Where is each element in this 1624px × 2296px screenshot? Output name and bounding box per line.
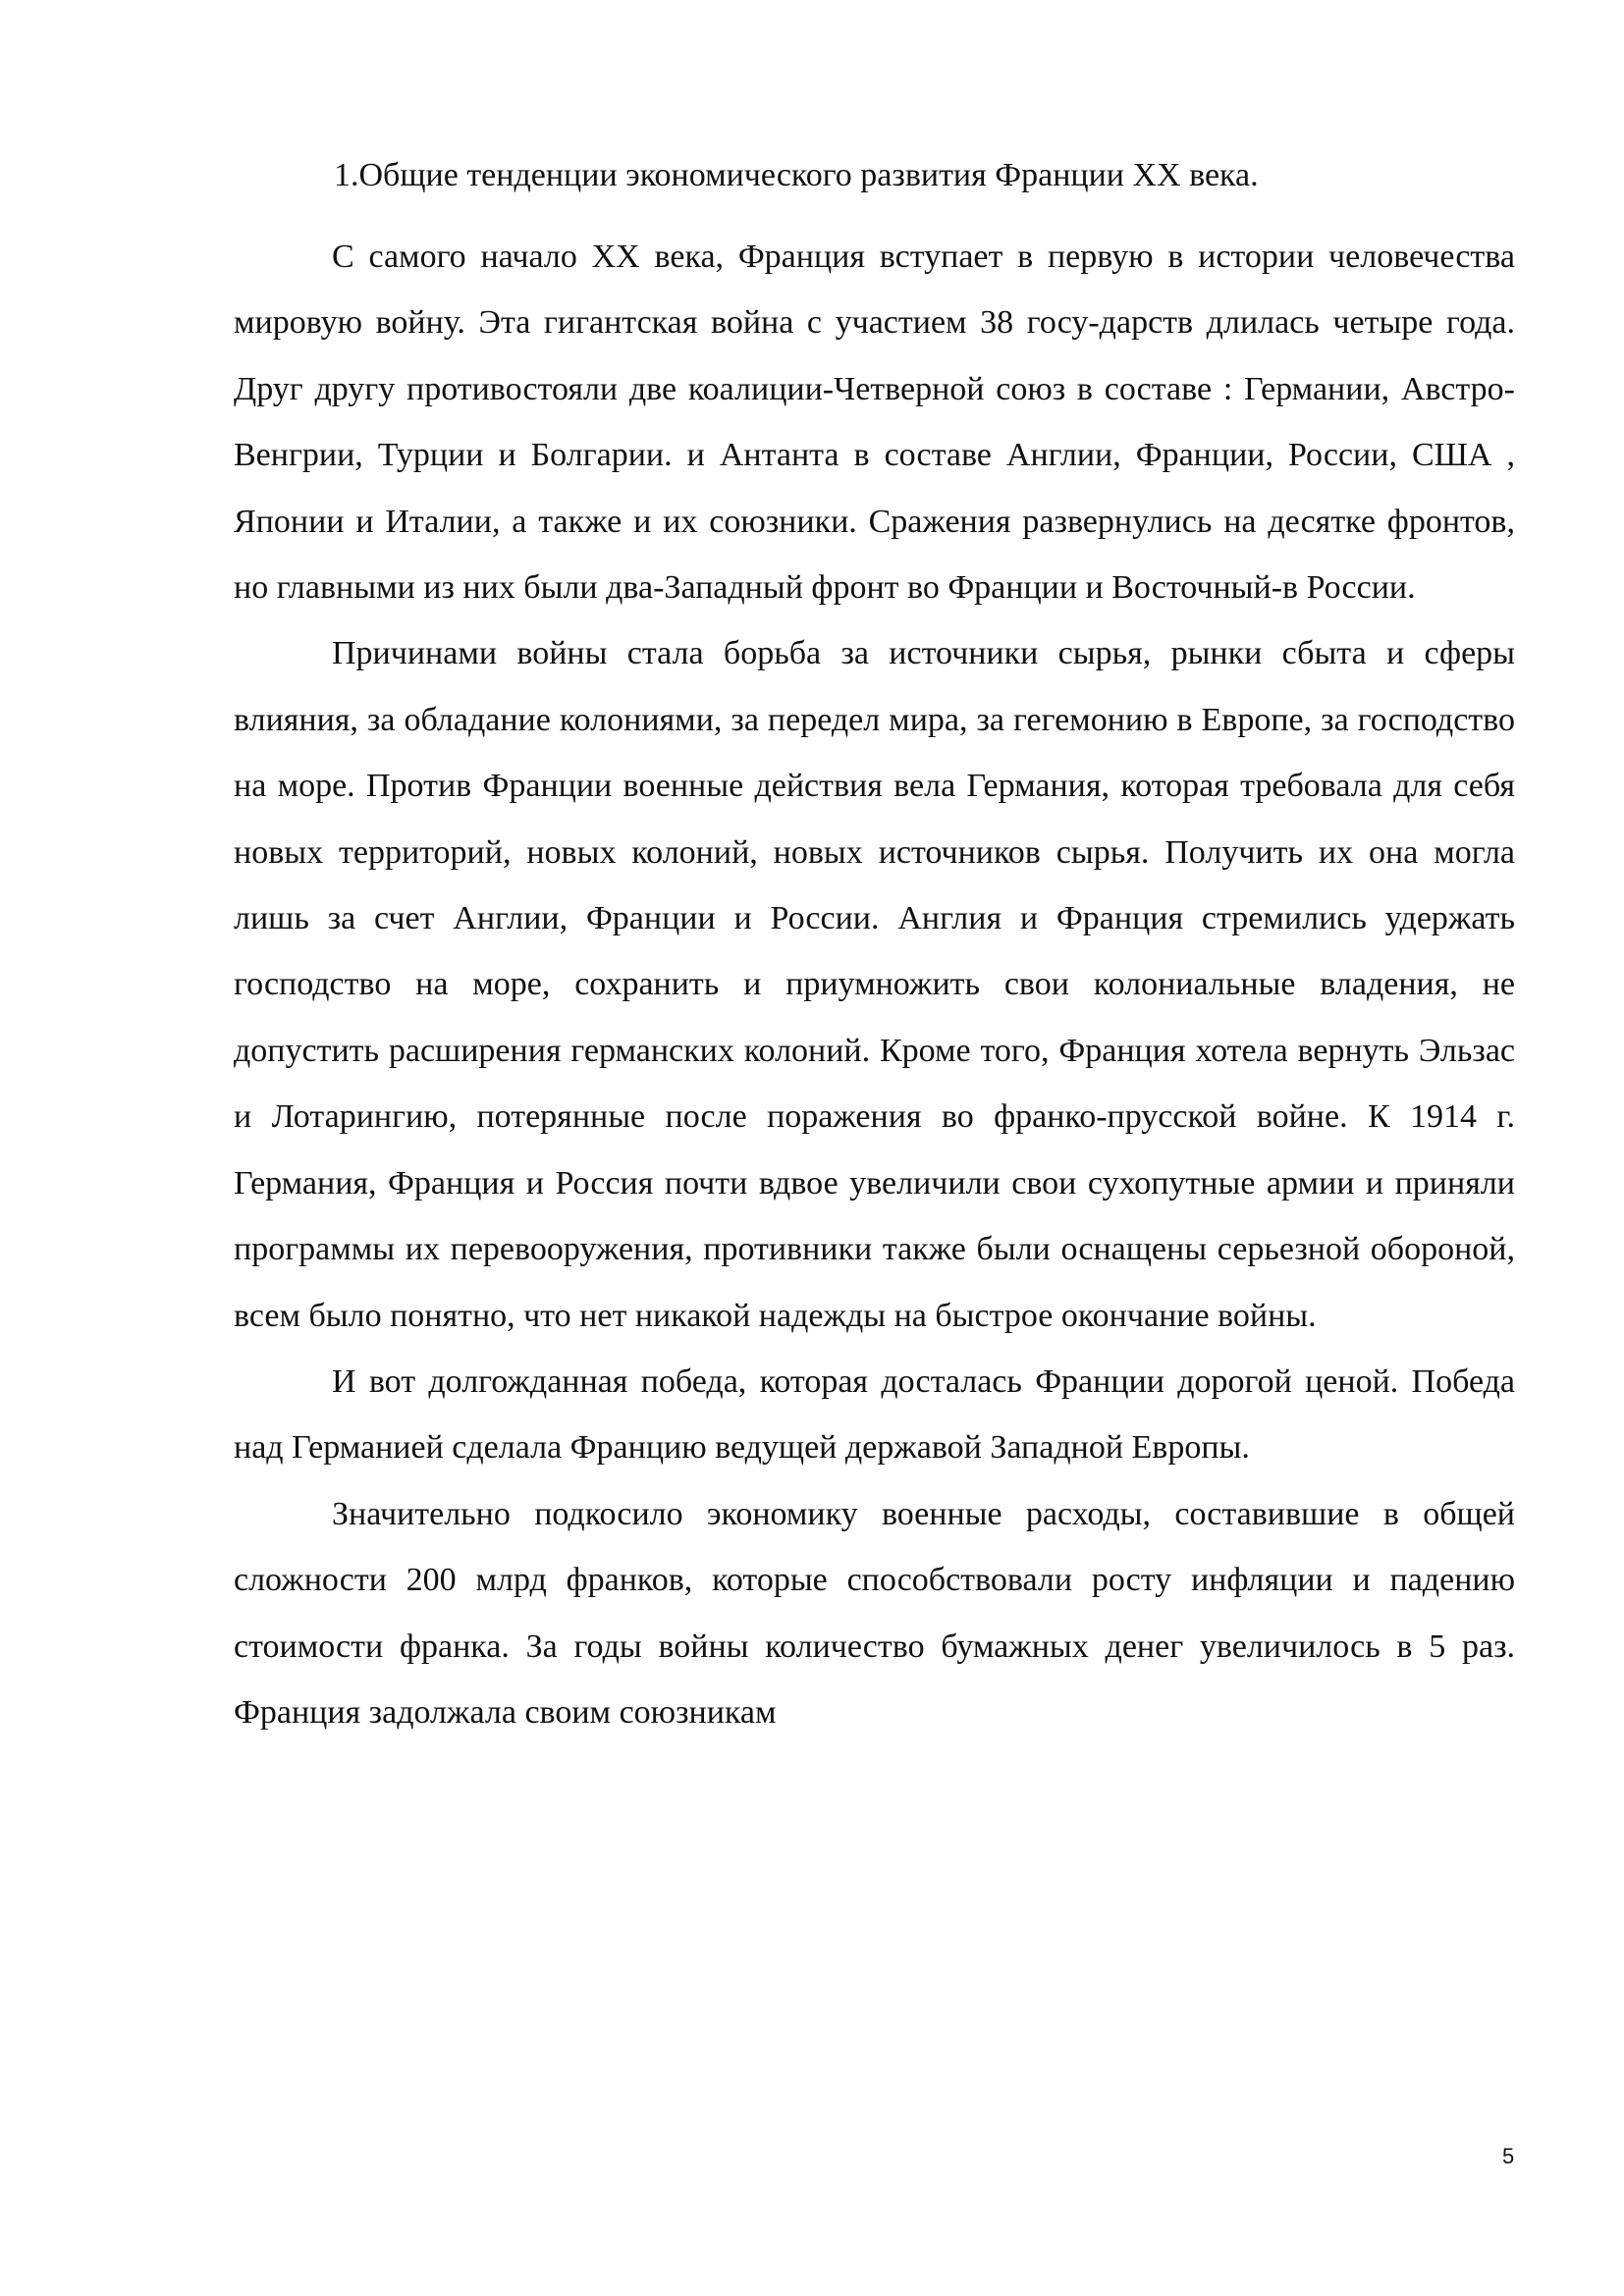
paragraph-2: Причинами войны стала борьба за источники сырья, рынки сбыта и сферы влияния, за обладание колониями, за передел мира, за гегемонию в Европе, за господство на море. Против Франции военные действия вела Германия, которая требовала для себя новых территорий, новых колоний, новых источников сырья. Получить их она могла лишь за счет Англии, Франции и России. Англия и Франция стремились удержать господство на море, сохранить и приумножить свои колониальные владения, не допустить расширения германских колоний. Кроме того, Франция хотела вернуть Эльзас и Лотарингию, потерянные после поражения во франко-прусской войне. К 1914 г. Германия, Франция и Россия почти вдвое увеличили свои сухопутные армии и приняли программы их перевооружения, противники также были оснащены серьезной обороной, всем было понятно, что нет никакой надежды на быстрое окончание войны. [234, 635, 1515, 1334]
body-text [234, 224, 1515, 1745]
paragraph-1: С самого начало XX века, Франция вступает в первую в истории человечества мировую войну. Эта гигантская война с участием 38 госу-дарств длилась четыре года. Друг другу противостояли две коалиции-Четверной союз в составе : Германии, Австро- Венгрии, Турции и Болгарии. и Антанта в составе Англии, Франции, России, США , Японии и Италии, а также и их союзники. Сражения развернулись на десятке фронтов, но главными из них были два-Западный фронт во Франции и Восточный-в России. [234, 239, 1515, 607]
paragraph-3: И вот долгожданная победа, которая досталась Франции дорогой ценой. Победа над Германией сделала Францию ведущей державой Западной Европы. [234, 1362, 1515, 1467]
paragraph-4: Значительно подкосило экономику военные расходы, составившие в общей сложности 200 млрд франков, которые способствовали росту инфляции и падению стоимости франка. За годы войны количество бумажных денег увеличилось в 5 раз. Франция задолжала своим союзникам [234, 1495, 1515, 1731]
page-number: 5 [1502, 2144, 1515, 2168]
section-heading: 1.Общие тенденции экономического развития Франции XX века. [334, 157, 1259, 193]
